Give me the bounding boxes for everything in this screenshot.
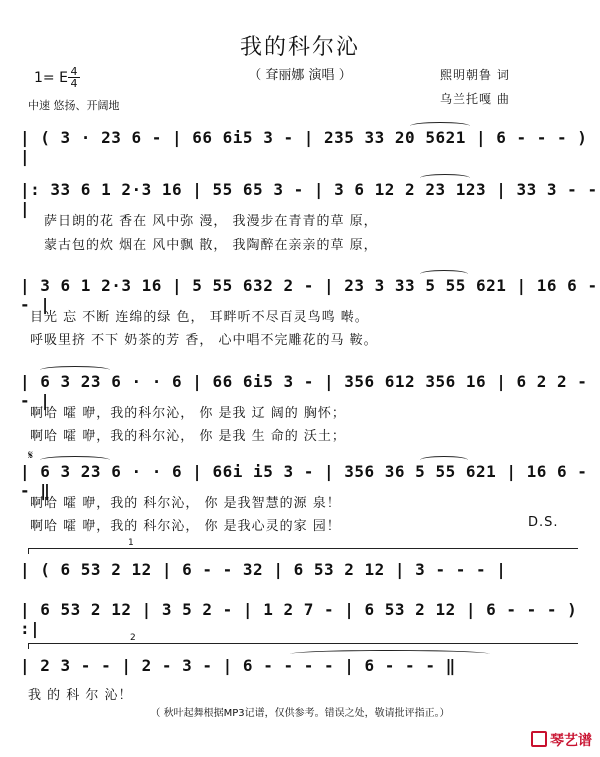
time-signature [68, 66, 80, 89]
notation-row-2: |: 33 6 1 2·3 16 | 55 65 3 - | 3 6 12 2 23 123 | 33 3 - - | [20, 180, 598, 218]
volta-2-number: 2 [130, 633, 136, 643]
volta-1-tick [28, 548, 29, 554]
tie-arc [290, 650, 490, 658]
tempo-marking: 中速 悠扬、开阔地 [28, 99, 120, 112]
slur-arc [410, 122, 470, 130]
song-title: 我的科尔沁 [239, 35, 360, 60]
lyric-ending: 我 的 科 尔 沁！ [28, 688, 133, 703]
notation-row-8: | 2 3 - - | 2 - 3 - | 6 - - - - | 6 - - - ‖ [20, 656, 456, 675]
lyricist-credit: 熙明朝鲁 词 [440, 68, 510, 82]
lyric-verse1-line1: 萨日朗的花 香在 风中弥 漫， 我漫步在青青的草 原， [44, 214, 378, 229]
notation-row-4: | 6 3 23 6 · · 6 | 66 6i5 3 - | 356 612 356 16 | 6 2 2 - - | [20, 372, 588, 410]
notation-row-3: | 3 6 1 2·3 16 | 5 55 632 2 - | 23 3 33 5 55 621 | 16 6 - - | [20, 276, 598, 314]
lyric-chorus2-line2: 啊哈 嚯 咿，我的 科尔沁， 你 是我心灵的家 园！ [30, 519, 341, 534]
segno-sign: 𝄋 [28, 448, 34, 462]
slur-arc [40, 366, 110, 374]
site-logo [531, 730, 592, 750]
composer-credit: 乌兰托嘎 曲 [440, 92, 510, 106]
footer-note: （ 秋叶起舞根据MP3记谱，仅供参考。错误之处，敬请批评指正。） [150, 708, 450, 719]
lyric-chorus1-line1: 啊哈 嚯 咿，我的科尔沁， 你 是我 辽 阔的 胸怀； [30, 406, 346, 421]
volta-2-bracket [28, 643, 578, 644]
time-sig-top: 4 [70, 65, 78, 78]
volta-2-tick [28, 643, 29, 649]
lyric-verse2-line2: 呼吸里挤 不下 奶茶的芳 香， 心中唱不完雕花的马 鞍。 [30, 333, 378, 348]
slur-arc [420, 270, 468, 278]
lyric-verse2-line1: 目光 忘 不断 连绵的绿 色， 耳畔听不尽百灵鸟鸣 啭。 [30, 310, 369, 325]
lyric-chorus1-line2: 啊哈 嚯 咿，我的科尔沁， 你 是我 生 命的 沃土； [30, 429, 346, 444]
notation-row-6: | ( 6 53 2 12 | 6 - - 32 | 6 53 2 12 | 3 - - - | [20, 560, 507, 579]
da-segno-mark: D.S. [528, 515, 559, 530]
lyric-chorus2-line1: 啊哈 嚯 咿，我的 科尔沁， 你 是我智慧的源 泉！ [30, 496, 341, 511]
notation-row-1: | ( 3 · 23 6 - | 66 6i5 3 - | 235 33 20 5621 | 6 - - - ) | [20, 128, 588, 166]
volta-1-bracket [28, 548, 578, 549]
logo-text: 琴艺谱 [550, 733, 592, 749]
slur-arc [40, 456, 110, 464]
singer-credit: （ 耷丽娜 演唱 ） [248, 68, 352, 83]
notation-row-5: | 6 3 23 6 · · 6 | 66i i5 3 - | 356 36 5 55 621 | 16 6 - - ‖ [20, 462, 588, 500]
notation-row-7: | 6 53 2 12 | 3 5 2 - | 1 2 7 - | 6 53 2 12 | 6 - - - ) :| [20, 600, 578, 638]
slur-arc [420, 456, 468, 464]
slur-arc [420, 174, 470, 182]
key-signature: 1= E [34, 70, 68, 86]
time-sig-bottom: 4 [68, 77, 80, 89]
lyric-verse1-line2: 蒙古包的炊 烟在 风中飘 散， 我陶醉在亲亲的草 原， [44, 238, 378, 253]
logo-icon [531, 731, 547, 747]
volta-1-number: 1 [128, 538, 134, 548]
